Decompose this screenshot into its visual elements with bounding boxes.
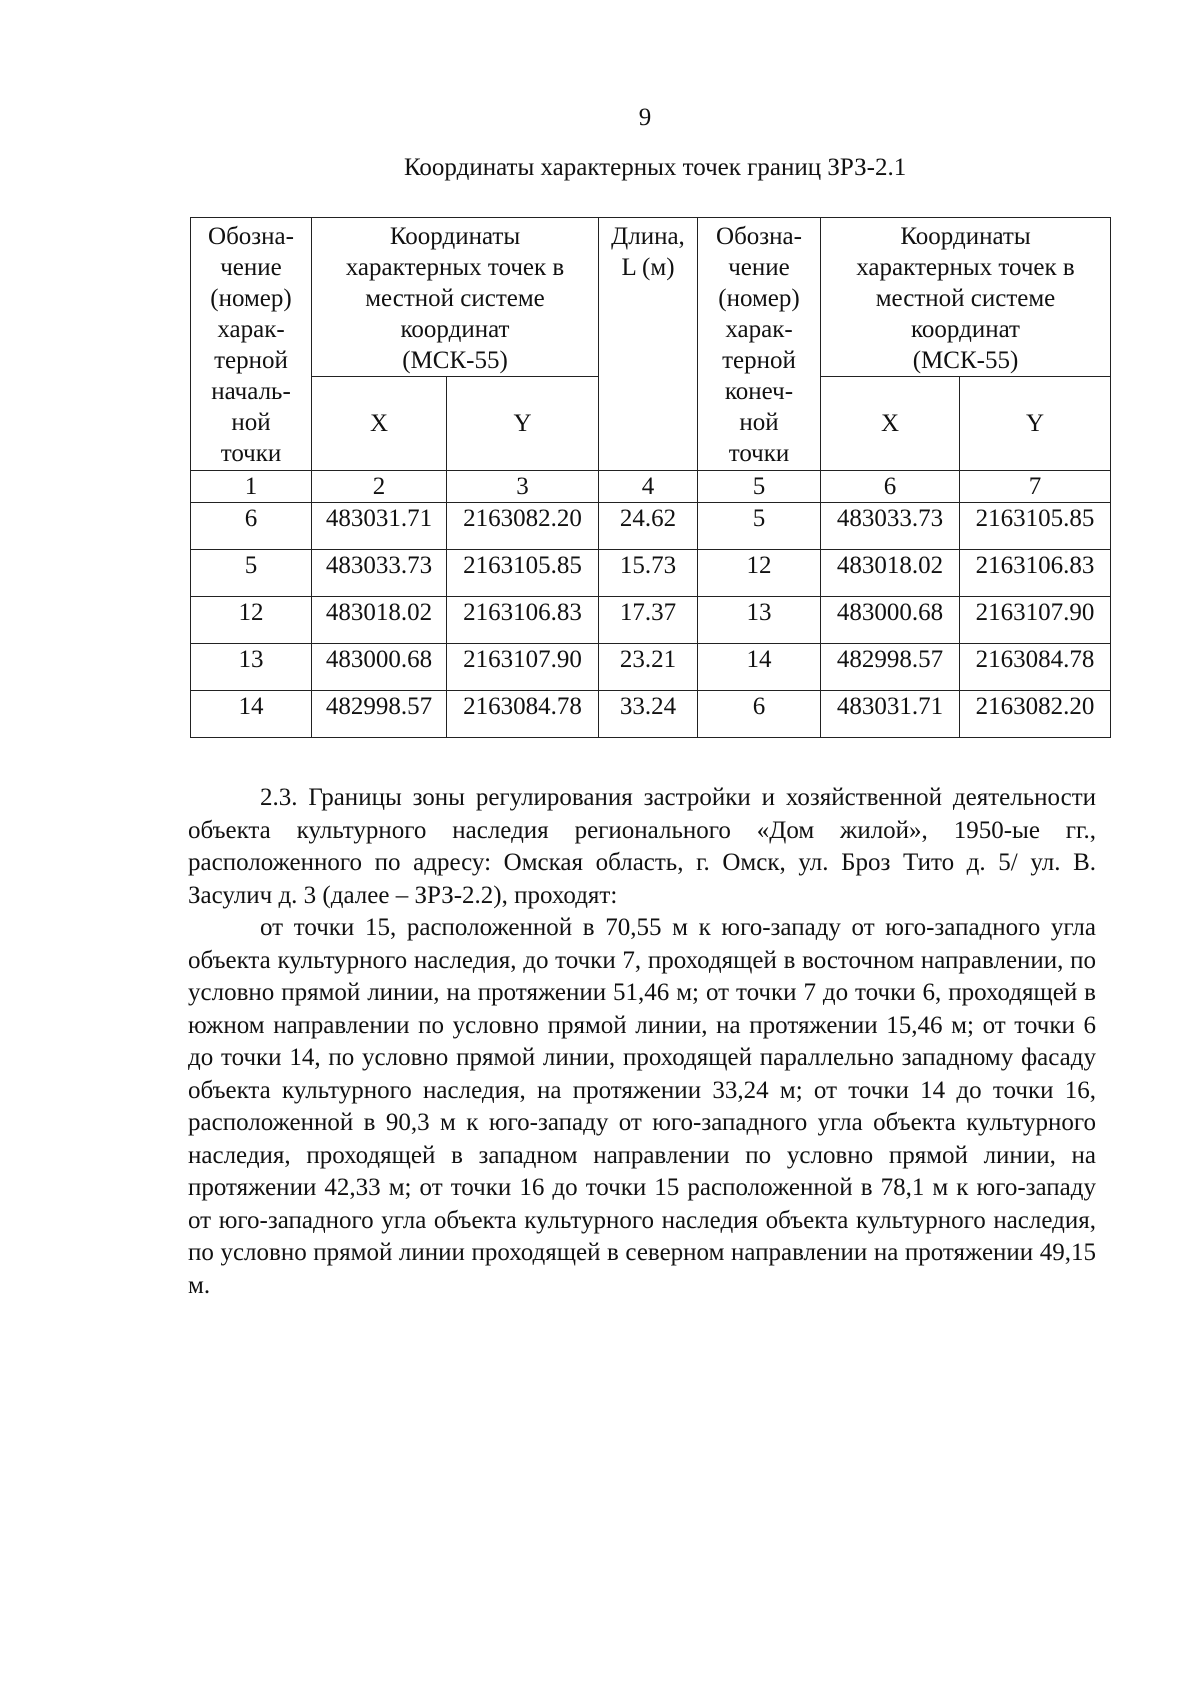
header-start-y: Y xyxy=(447,377,599,471)
table-row xyxy=(191,503,1111,550)
table-cell: 12 xyxy=(191,597,312,644)
coordinates-table xyxy=(190,217,1111,738)
column-number: 5 xyxy=(698,471,821,503)
table-cell: 2163082.20 xyxy=(960,691,1111,738)
table-cell: 24.62 xyxy=(599,503,698,550)
table-cell: 483033.73 xyxy=(312,550,447,597)
table-cell: 483031.71 xyxy=(312,503,447,550)
table-cell: 2163107.90 xyxy=(447,644,599,691)
table-cell: 483000.68 xyxy=(821,597,960,644)
body-text xyxy=(188,782,1096,1302)
table-cell: 5 xyxy=(698,503,821,550)
table-cell: 14 xyxy=(191,691,312,738)
table-row xyxy=(191,691,1111,738)
header-start-x: X xyxy=(312,377,447,471)
table-cell: 483018.02 xyxy=(312,597,447,644)
table-cell: 2163084.78 xyxy=(447,691,599,738)
table-cell: 482998.57 xyxy=(312,691,447,738)
table-cell: 483000.68 xyxy=(312,644,447,691)
table-cell: 2163084.78 xyxy=(960,644,1111,691)
table-cell: 482998.57 xyxy=(821,644,960,691)
paragraph-boundary-description: от точки 15, расположенной в 70,55 м к юго-западу от юго-западного угла объекта культурного наследия, до точки 7, проходящей в восточном направлении, по условно прямой линии, на протяжении 51,46 м; от точки 7 до точки 6, проходящей в южном направлении по условно прямой линии, на протяжении 15,46 м; от точки 6 до точки 14, по условно прямой линии, проходящей параллельно западному фасаду объекта культурного наследия, на протяжении 33,24 м; от точки 14 до точки 16, расположенной в 90,3 м к юго-западу от юго-западного угла объекта культурного наследия, проходящей в западном направлении по условно прямой линии, на протяжении 42,33 м; от точки 16 до точки 15 расположенной в 78,1 м к юго-западу от юго-западного угла объекта культурного наследия объекта культурного наследия, по условно прямой линии проходящей в северном направлении на протяжении 49,15 м. xyxy=(188,914,1096,1299)
header-end-designation: Обозна- чение (номер) харак- терной конеч- ной точки xyxy=(698,218,821,471)
header-length: Длина, L (м) xyxy=(599,218,698,471)
column-number: 1 xyxy=(191,471,312,503)
table-cell: 6 xyxy=(698,691,821,738)
table-cell: 2163106.83 xyxy=(960,550,1111,597)
page-number: 9 xyxy=(638,104,652,131)
column-number: 2 xyxy=(312,471,447,503)
table-cell: 2163105.85 xyxy=(447,550,599,597)
table-cell: 23.21 xyxy=(599,644,698,691)
table-caption: Координаты характерных точек границ ЗРЗ-2.1 xyxy=(404,154,907,181)
column-number: 3 xyxy=(447,471,599,503)
header-start-designation: Обозна- чение (номер) харак- терной началь- ной точки xyxy=(191,218,312,471)
table-cell: 12 xyxy=(698,550,821,597)
table-cell: 483033.73 xyxy=(821,503,960,550)
header-end-y: Y xyxy=(960,377,1111,471)
table-cell: 15.73 xyxy=(599,550,698,597)
table-cell: 2163106.83 xyxy=(447,597,599,644)
table-cell: 483018.02 xyxy=(821,550,960,597)
table-row xyxy=(191,644,1111,691)
paragraph-section-2-3: 2.3. Границы зоны регулирования застройки и хозяйственной деятельности объекта культурного наследия регионального «Дом жилой», 1950-ые гг., расположенного по адресу: Омская область, г. Омск, ул. Броз Тито д. 5/ ул. В. Засулич д. 3 (далее – ЗРЗ-2.2), проходят: xyxy=(188,784,1096,909)
table-cell: 5 xyxy=(191,550,312,597)
column-number: 6 xyxy=(821,471,960,503)
table-cell: 13 xyxy=(191,644,312,691)
table-cell: 13 xyxy=(698,597,821,644)
header-start-coordinates: Координаты характерных точек в местной системе координат (МСК-55) xyxy=(312,218,599,377)
column-number-row xyxy=(191,471,1111,503)
table-cell: 2163082.20 xyxy=(447,503,599,550)
table-row xyxy=(191,550,1111,597)
table-cell: 483031.71 xyxy=(821,691,960,738)
column-number: 4 xyxy=(599,471,698,503)
table-cell: 14 xyxy=(698,644,821,691)
header-end-x: X xyxy=(821,377,960,471)
table-cell: 6 xyxy=(191,503,312,550)
header-end-coordinates: Координаты характерных точек в местной системе координат (МСК-55) xyxy=(821,218,1111,377)
table-cell: 33.24 xyxy=(599,691,698,738)
table-row xyxy=(191,597,1111,644)
table-cell: 2163105.85 xyxy=(960,503,1111,550)
table-cell: 17.37 xyxy=(599,597,698,644)
column-number: 7 xyxy=(960,471,1111,503)
table-cell: 2163107.90 xyxy=(960,597,1111,644)
